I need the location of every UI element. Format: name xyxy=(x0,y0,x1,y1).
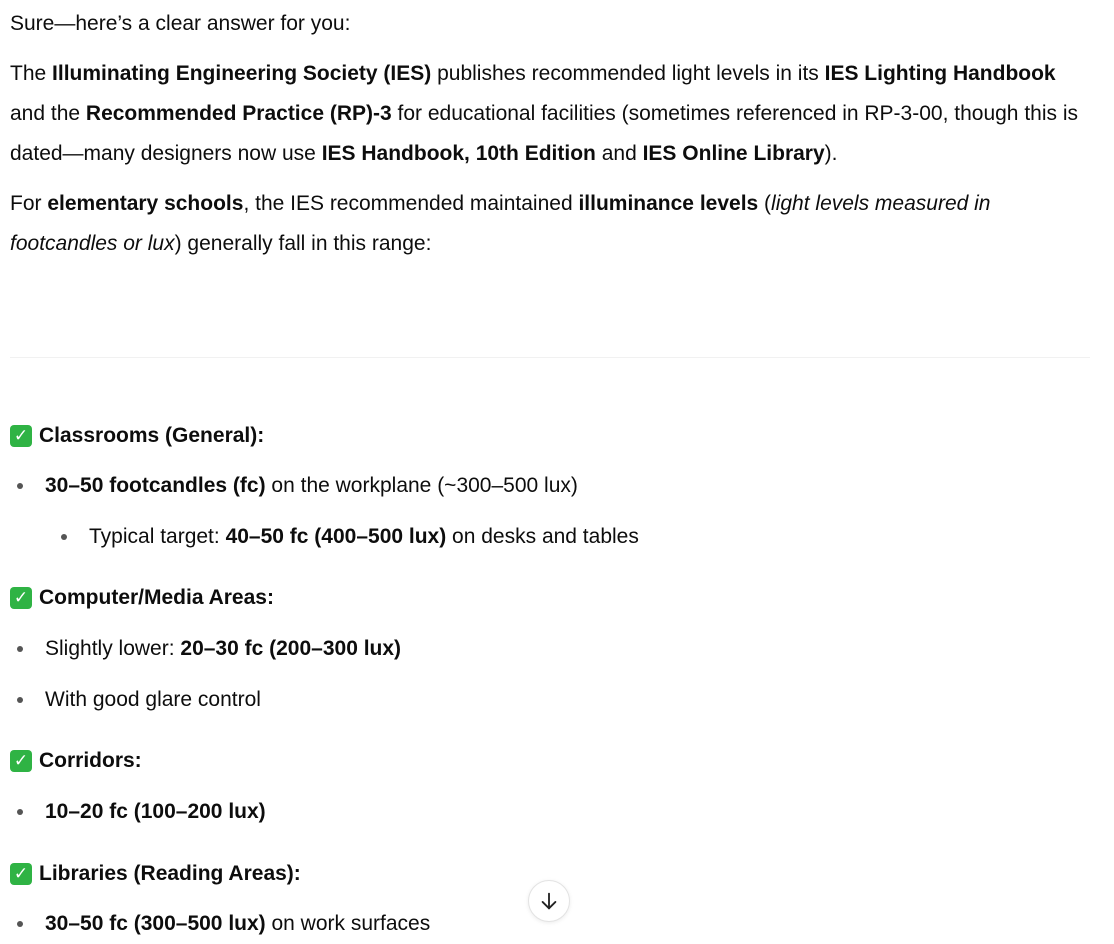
bullet-dot-icon xyxy=(17,646,23,652)
arrow-down-icon xyxy=(538,890,560,912)
section-computer-media xyxy=(10,583,274,613)
list-item: 30–50 footcandles (fc) on the workplane (~300–500 lux) xyxy=(17,471,578,501)
bold-10th-edition: IES Handbook, 10th Edition xyxy=(321,142,596,165)
bold-rp3: Recommended Practice (RP)-3 xyxy=(85,102,392,125)
message-content xyxy=(10,0,1090,264)
list-item: 10–20 fc (100–200 lux) xyxy=(17,797,266,827)
bold-ies: Illuminating Engineering Society (IES) xyxy=(52,62,432,85)
list-item: 30–50 fc (300–500 lux) on work surfaces xyxy=(17,909,430,939)
check-mark-icon: ✓ xyxy=(10,863,32,885)
section-classrooms xyxy=(10,421,264,451)
bold-online-library: IES Online Library xyxy=(642,142,825,165)
section-heading: ✓ Libraries (Reading Areas): xyxy=(10,859,301,889)
section-libraries xyxy=(10,859,301,889)
intro-text: Sure—here’s a clear answer for you: xyxy=(10,12,351,35)
bold-illuminance-levels: illuminance levels xyxy=(578,192,759,215)
scroll-to-bottom-button[interactable] xyxy=(528,880,570,922)
paragraph-ies-overview: The Illuminating Engineering Society (IES) publishes recommended light levels in its IES Lighting Handbook and the Recommended Practice (RP)-3 for educational facilities (sometimes referenced in RP-3-00, though this is dated—many designers now use IES Handbook, 10th Edition and IES Online Library). xyxy=(10,62,1078,165)
bold-handbook: IES Lighting Handbook xyxy=(824,62,1056,85)
check-mark-icon: ✓ xyxy=(10,425,32,447)
bullet-dot-icon xyxy=(17,809,23,815)
section-heading: ✓ Classrooms (General): xyxy=(10,421,264,451)
bullet-dot-icon xyxy=(17,921,23,927)
list-item: Typical target: 40–50 fc (400–500 lux) on desks and tables xyxy=(61,522,639,552)
section-corridors xyxy=(10,746,142,776)
section-heading: ✓ Computer/Media Areas: xyxy=(10,583,274,613)
check-mark-icon: ✓ xyxy=(10,750,32,772)
check-mark-icon: ✓ xyxy=(10,587,32,609)
list-item: With good glare control xyxy=(17,685,261,715)
bold-elementary-schools: elementary schools xyxy=(47,192,244,215)
list-item: Slightly lower: 20–30 fc (200–300 lux) xyxy=(17,634,401,664)
divider xyxy=(10,357,1090,358)
italic-light-levels: light levels measured in footcandles or lux xyxy=(10,192,991,255)
bullet-dot-icon xyxy=(17,483,23,489)
paragraph-elementary: For elementary schools, the IES recommended maintained illuminance levels (light levels measured in footcandles or lux) generally fall in this range: xyxy=(10,192,991,255)
bullet-dot-icon xyxy=(61,534,67,540)
section-heading: ✓ Corridors: xyxy=(10,746,142,776)
bullet-dot-icon xyxy=(17,697,23,703)
